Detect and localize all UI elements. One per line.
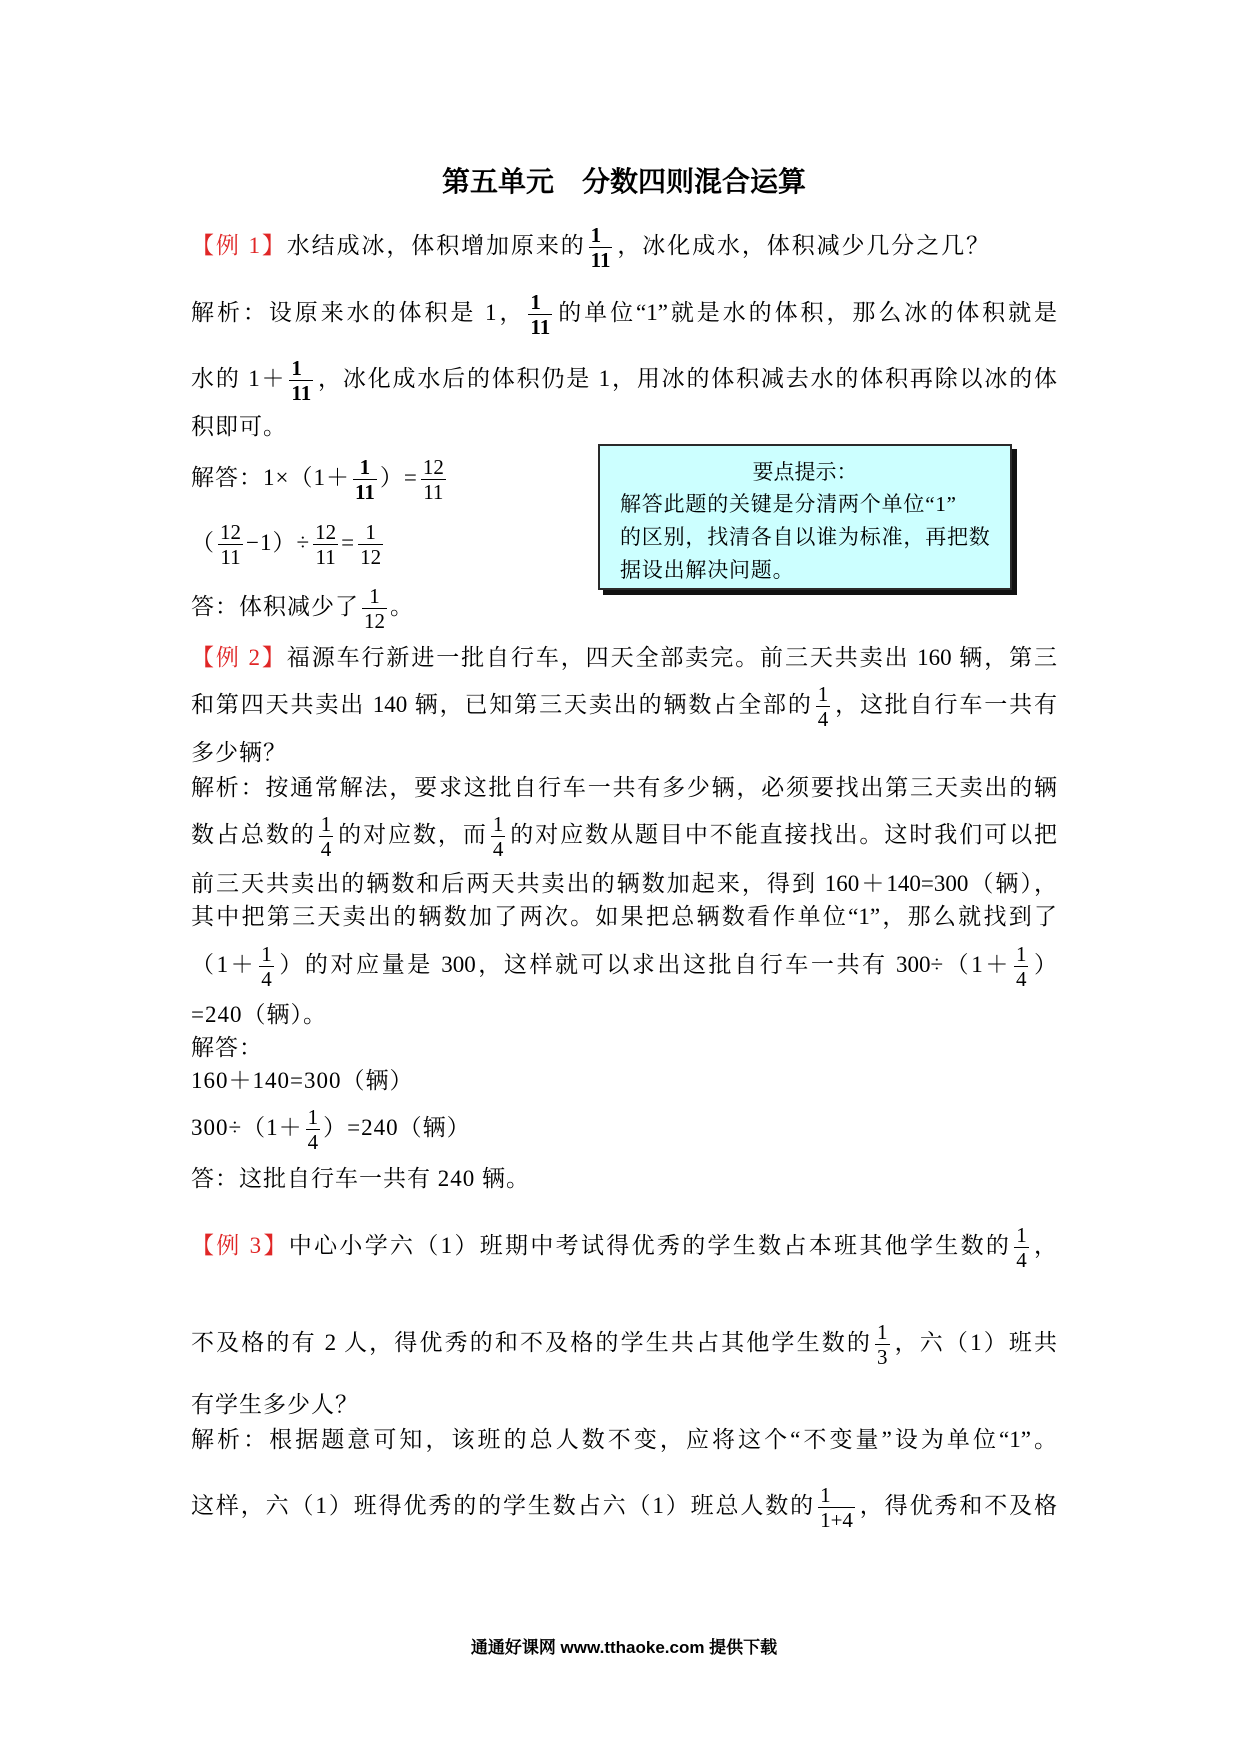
fraction-denominator: 4 (492, 837, 504, 862)
text-segment: 水的 1＋ (191, 366, 287, 391)
text-segment: ，冰化成水，体积减少几分之几？ (615, 233, 990, 258)
fraction-denominator: 4 (817, 707, 829, 732)
fraction-numerator: 1 (589, 224, 613, 248)
example-3-question-line (191, 1318, 1057, 1368)
fraction (313, 521, 338, 568)
fraction-denominator: 4 (1016, 1248, 1027, 1273)
text-segment: 其中把第三天卖出的辆数加了两次。如果把总辆数看作单位“1”，那么就找到了 (191, 904, 1057, 929)
fraction (319, 813, 334, 860)
example-1-analysis-line (191, 288, 1057, 338)
fraction-numerator: 1 (528, 291, 552, 315)
fraction (421, 456, 446, 503)
example-2-question-line (191, 680, 1057, 730)
example-1-question-line (191, 221, 989, 271)
fraction (491, 813, 506, 860)
text-segment: −1）÷ (246, 530, 311, 555)
page-footer: 通通好课网 www.tthaoke.com 提供下载 (470, 1638, 778, 1657)
fraction (358, 521, 383, 568)
fraction-numerator: 1 (289, 357, 313, 381)
fraction-numerator: 1 (358, 521, 383, 545)
text-segment: ，得优秀和不及格 (857, 1493, 1058, 1518)
key-points-line: 据设出解决问题。 (620, 558, 795, 582)
example-2-analysis-line (191, 810, 1057, 860)
key-points-line: 解答此题的关键是分清两个单位“1” (620, 492, 957, 516)
text-segment: ）=240（辆） (323, 1115, 471, 1140)
text-segment: 。 (390, 594, 414, 619)
fraction (528, 291, 552, 338)
fraction-numerator: 1 (877, 1320, 888, 1345)
fraction-denominator: 11 (590, 248, 611, 273)
text-segment: ） (1031, 952, 1058, 977)
text-segment: =240（辆）。 (191, 1002, 327, 1027)
text-segment: 的单位“1”就是水的体积，那么冰的体积就是 (555, 300, 1058, 325)
text-segment: 和第四天共卖出 140 辆，已知第三天卖出的辆数占全部的 (191, 692, 813, 717)
fraction (289, 357, 313, 404)
fraction-denominator: 12 (364, 609, 385, 634)
example-2-analysis-line (191, 892, 1057, 942)
fraction (259, 943, 274, 990)
example-1-analysis-line (191, 354, 1057, 404)
key-points-box (598, 444, 1012, 590)
fraction-denominator: 4 (320, 837, 332, 862)
text-segment: 解析：按通常解法，要求这批自行车一共有多少辆，必须要找出第三天卖出的辆 (191, 775, 1057, 800)
fraction-numerator: 1 (1016, 1223, 1027, 1248)
example-label: 【例 1】 (191, 233, 287, 258)
fraction-denominator: 4 (307, 1130, 319, 1155)
fraction-denominator: 1+4 (820, 1508, 853, 1533)
text-segment: ，冰化成水后的体积仍是 1，用冰的体积减去水的体积再除以冰的体 (316, 366, 1058, 391)
text-segment: = (341, 530, 356, 555)
fraction-denominator: 11 (354, 480, 375, 505)
fraction-numerator: 1 (307, 1105, 319, 1130)
text-segment: （ (191, 530, 215, 555)
example-2-solution-line (191, 1103, 1057, 1153)
fraction-numerator: 12 (422, 455, 444, 480)
example-3-analysis-line (191, 1481, 1057, 1531)
fraction-denominator: 4 (1015, 967, 1027, 992)
fraction (353, 456, 377, 503)
text-segment: ，这批自行车一共有 (833, 692, 1058, 717)
text-segment: ）= (379, 465, 418, 490)
fraction (362, 585, 387, 632)
text-segment: 300÷（1＋ (191, 1115, 303, 1140)
text-segment: 福源车行新进一批自行车，四天全部卖完。前三天共卖出 160 辆，第三 (286, 645, 1058, 670)
text-segment: 解答： (191, 1035, 263, 1060)
example-2-analysis-line (191, 940, 1057, 990)
text-segment: 解析：设原来水的体积是 1， (191, 300, 526, 325)
fraction-denominator: 11 (530, 315, 551, 340)
text-segment: 有学生多少人？ (191, 1392, 359, 1417)
example-2-solution-line (191, 1056, 1057, 1106)
text-segment: 的对应数从题目中不能直接找出。这时我们可以把 (508, 822, 1058, 847)
text-segment: 解析：根据题意可知，该班的总人数不变，应将这个“不变量”设为单位“1”。 (191, 1427, 1057, 1452)
fraction (1014, 943, 1029, 990)
text-segment: ， (1031, 1233, 1058, 1258)
text-segment: ，六（1）班共 (892, 1330, 1058, 1355)
fraction-denominator: 11 (291, 381, 312, 406)
key-points-heading: 要点提示： (752, 460, 858, 484)
text-segment: 160＋140=300（辆） (191, 1068, 414, 1093)
fraction-numerator: 12 (220, 520, 241, 545)
fraction-numerator: 1 (817, 682, 829, 707)
fraction-numerator: 1 (818, 1484, 855, 1508)
text-segment: 数占总数的 (191, 822, 316, 847)
fraction-numerator: 1 (320, 812, 332, 837)
fraction-denominator: 12 (360, 545, 382, 570)
text-segment: 积即可。 (191, 414, 287, 439)
fraction-numerator: 1 (353, 456, 377, 480)
text-segment: 中心小学六（1）班期中考试得优秀的学生数占本班其他学生数的 (288, 1233, 1012, 1258)
example-2-answer-line (191, 1154, 1057, 1204)
text-segment: 答：体积减少了 (191, 594, 359, 619)
example-2-analysis-line (191, 763, 1057, 813)
example-3-analysis-line (191, 1415, 1057, 1465)
key-points-line: 的区别，找清各自以谁为标准，再把数 (620, 525, 991, 549)
fraction (589, 224, 613, 271)
fraction (818, 1484, 855, 1531)
fraction-numerator: 12 (315, 520, 337, 545)
fraction (218, 521, 243, 568)
fraction-numerator: 1 (261, 942, 272, 967)
fraction-denominator: 4 (261, 967, 272, 992)
text-segment: 不及格的有 2 人，得优秀的和不及格的学生共占其他学生数的 (191, 1330, 872, 1355)
example-label: 【例 2】 (191, 645, 287, 670)
fraction-numerator: 1 (492, 812, 504, 837)
fraction (875, 1321, 890, 1368)
example-label: 【例 3】 (191, 1233, 289, 1258)
text-segment: ）的对应量是 300，这样就可以求出这批自行车一共有 300÷（1＋ (276, 952, 1011, 977)
example-3-question-line (191, 1221, 1057, 1271)
text-segment: 这样，六（1）班得优秀的的学生数占六（1）班总人数的 (191, 1493, 816, 1518)
fraction-numerator: 1 (362, 585, 387, 609)
example-2-question-line (191, 633, 1057, 683)
fraction-denominator: 11 (423, 480, 444, 505)
fraction-denominator: 3 (877, 1345, 888, 1370)
fraction-numerator: 1 (1015, 942, 1027, 967)
fraction (816, 683, 831, 730)
text-segment: 水结成冰，体积增加原来的 (286, 233, 586, 258)
text-segment: 答：这批自行车一共有 240 辆。 (191, 1166, 530, 1191)
page-title: 第五单元 分数四则混合运算 (441, 167, 806, 198)
text-segment: 解答：1×（1＋ (191, 465, 350, 490)
fraction-denominator: 11 (220, 545, 241, 570)
text-segment: （1＋ (191, 952, 257, 977)
text-segment: 前三天共卖出的辆数和后两天共卖出的辆数加起来，得到 160＋140=300（辆）， (191, 871, 1057, 896)
text-segment: 的对应数，而 (336, 822, 488, 847)
text-segment: 多少辆？ (191, 740, 287, 765)
fraction-denominator: 11 (315, 545, 336, 570)
fraction (306, 1106, 321, 1153)
fraction (1014, 1224, 1029, 1271)
